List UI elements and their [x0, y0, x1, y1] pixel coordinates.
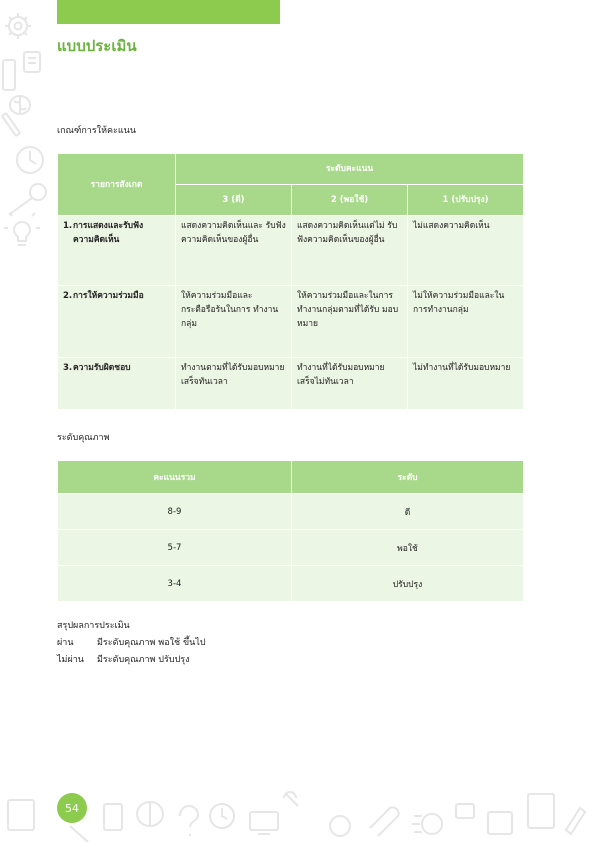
- criterion-text-cont: ความคิดเห็น: [73, 235, 120, 245]
- summary-title: สรุปผลการประเมิน: [57, 621, 130, 631]
- quality-level: ปรับปรุง: [292, 566, 524, 602]
- criteria-section-label: เกณฑ์การให้คะแนน: [57, 126, 136, 136]
- pill-icon: [284, 792, 298, 806]
- pass-label: ผ่าน: [57, 638, 74, 648]
- table-row: [58, 358, 524, 410]
- score-range: 8-9: [58, 494, 292, 530]
- page-title: แบบประเมิน: [57, 37, 137, 55]
- magnifier-icon: [10, 184, 46, 214]
- top-accent-bar: [57, 0, 280, 24]
- criterion-text: การให้ความร่วมมือ: [73, 291, 144, 301]
- criterion-cell: [58, 286, 176, 358]
- score-range: 3-4: [58, 566, 292, 602]
- pass-text: มีระดับคุณภาพ พอใช้ ขึ้นไป: [97, 638, 206, 648]
- fail-label: ไม่ผ่าน: [57, 655, 84, 665]
- brain-icon: [10, 96, 30, 114]
- header-score-1: 1 (ปรับปรุง): [408, 185, 524, 216]
- fail-row: [57, 652, 206, 669]
- quality-level: ดี: [292, 494, 524, 530]
- score-3-cell: ทำงานตามที่ได้รับมอบหมาย เสร็จทันเวลา: [176, 358, 292, 410]
- score-2-cell: ทำงานที่ได้รับมอบหมาย เสร็จไม่ทันเวลา: [292, 358, 408, 410]
- gear-icon: [5, 13, 31, 39]
- table-row: [58, 216, 524, 286]
- criteria-table: [57, 153, 524, 410]
- paperclip-icon: [370, 807, 399, 836]
- document-icon: [3, 52, 40, 90]
- table-row: [58, 530, 524, 566]
- criterion-number: 3.: [63, 363, 73, 373]
- summary-block: [57, 618, 206, 669]
- criterion-number: 1.: [63, 221, 73, 231]
- document-icon: [104, 804, 122, 830]
- monitor-icon: [250, 812, 278, 830]
- table-row: [58, 286, 524, 358]
- pencil-icon: [566, 808, 585, 834]
- criterion-text: การแสดงและรับฟัง: [73, 221, 144, 231]
- lightbulb-icon: [4, 213, 40, 245]
- header-behavior: รายการสังเกต: [58, 154, 176, 216]
- book-icon: [528, 794, 554, 828]
- score-1-cell: ไม่ให้ความร่วมมือและใน การทำงานกลุ่ม: [408, 286, 524, 358]
- score-3-cell: ให้ความร่วมมือและ กระตือรือร้นในการ ทำงานกลุ่ม: [176, 286, 292, 358]
- gear-icon: [330, 816, 350, 836]
- brain-icon: [137, 802, 163, 826]
- quality-table: [57, 460, 524, 602]
- side-decoration: [0, 0, 52, 300]
- bottom-decoration: [0, 782, 595, 842]
- quality-section-label: ระดับคุณภาพ: [57, 433, 110, 443]
- pass-row: [57, 635, 206, 652]
- table-row: [58, 566, 524, 602]
- criterion-cell: [58, 358, 176, 410]
- header-level: ระดับ: [292, 461, 524, 494]
- header-score-3: 3 (ดี): [176, 185, 292, 216]
- score-2-cell: ให้ความร่วมมือและในการ ทำงานกลุ่มตามที่ได้รับ มอบหมาย: [292, 286, 408, 358]
- score-1-cell: ไม่ทำงานที่ได้รับมอบหมาย: [408, 358, 524, 410]
- criterion-text: ความรับผิดชอบ: [73, 363, 131, 373]
- clock-icon: [17, 147, 43, 173]
- document-icon: [8, 800, 34, 830]
- score-2-cell: แสดงความคิดเห็นแต่ไม่ รับฟังความคิดเห็นของผู้อื่น: [292, 216, 408, 286]
- pencil-icon: [70, 826, 88, 842]
- fail-text: มีระดับคุณภาพ ปรับปรุง: [97, 655, 190, 665]
- book-icon: [488, 812, 512, 834]
- score-1-cell: ไม่แสดงความคิดเห็น: [408, 216, 524, 286]
- page-number: 54: [57, 793, 87, 823]
- criterion-cell: [58, 216, 176, 286]
- score-range: 5-7: [58, 530, 292, 566]
- header-score-group: ระดับคะแนน: [176, 154, 524, 185]
- table-row: [58, 494, 524, 530]
- header-score-2: 2 (พอใช้): [292, 185, 408, 216]
- criterion-number: 2.: [63, 291, 73, 301]
- header-total-score: คะแนนรวม: [58, 461, 292, 494]
- score-3-cell: แสดงความคิดเห็นและ รับฟังความคิดเห็นของผู้อื่น: [176, 216, 292, 286]
- stopwatch-icon: [422, 814, 442, 834]
- pencil-icon: [2, 113, 20, 136]
- question-icon: [180, 806, 198, 836]
- quality-level: พอใช้: [292, 530, 524, 566]
